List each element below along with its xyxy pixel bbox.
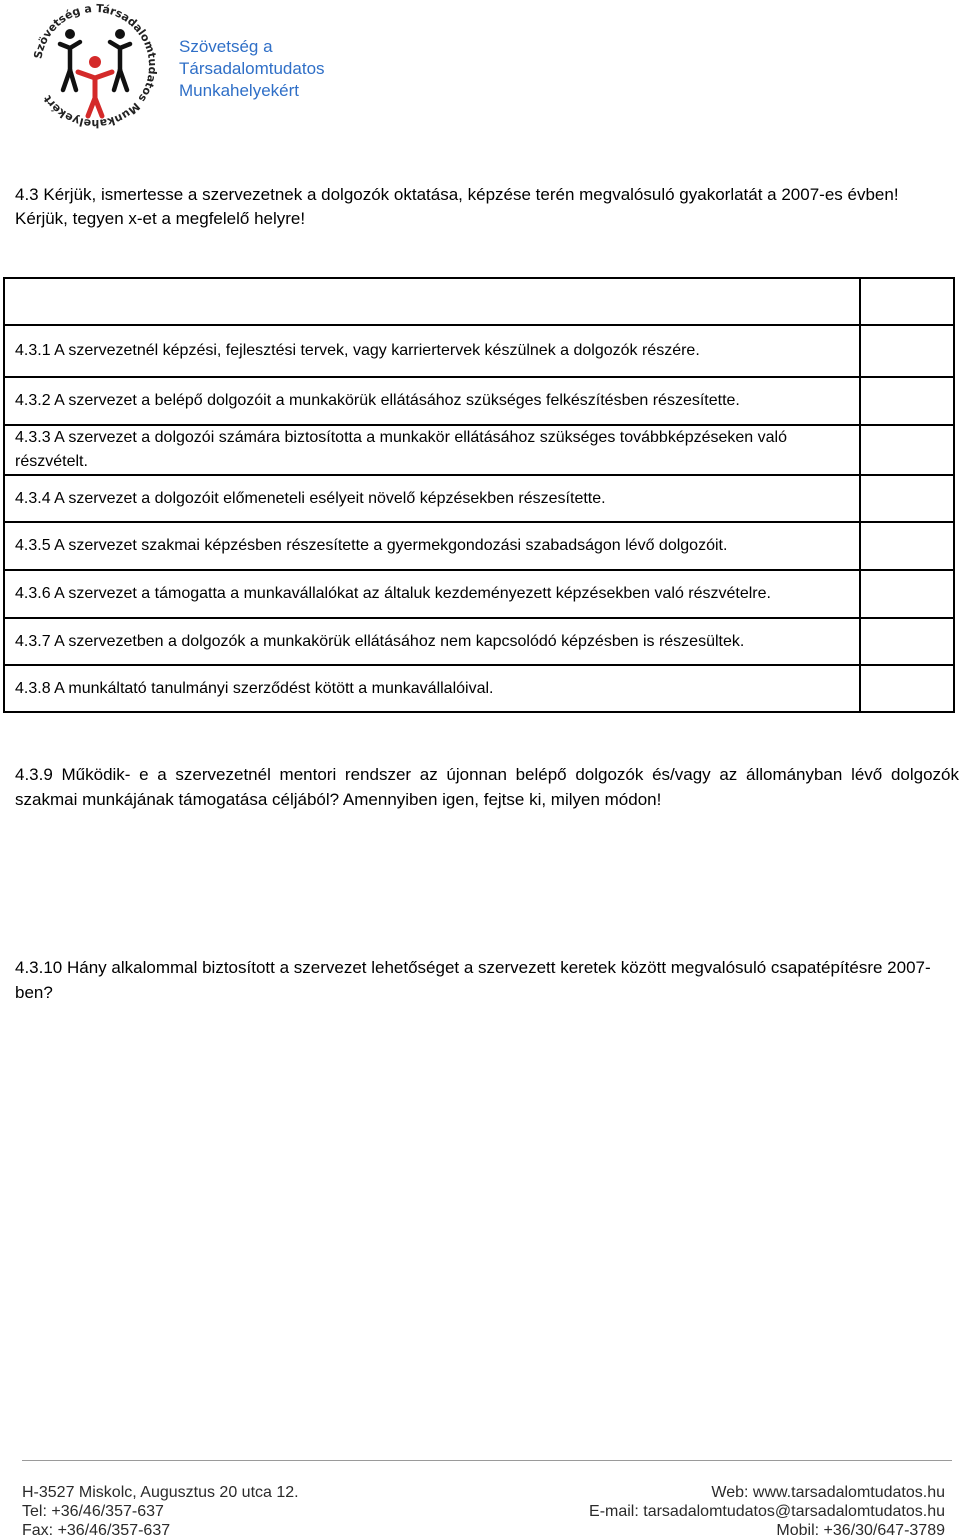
- header-answer-cell: [860, 278, 954, 325]
- questions-table: [3, 277, 955, 713]
- table-row: [4, 475, 954, 522]
- question-4-3-7: 4.3.7 A szervezetben a dolgozók a munkakörük ellátásához nem kapcsolódó képzésben is részesültek.: [4, 618, 860, 665]
- org-name-line-2: Társadalomtudatos: [179, 59, 325, 78]
- header-cell: [4, 278, 860, 325]
- org-name-line-1: Szövetség a: [179, 37, 273, 56]
- svg-text:Szövetség a Társadalomtudatos: Szövetség a Társadalomtudatos Munkahelyekért: [31, 1, 160, 131]
- answer-box-4-3-8[interactable]: [860, 665, 954, 712]
- footer-mobile: Mobil: +36/30/647-3789: [776, 1522, 945, 1539]
- answer-box-4-3-1[interactable]: [860, 325, 954, 377]
- table-header-row: [4, 278, 954, 325]
- question-4-3-6: 4.3.6 A szervezet a támogatta a munkavállalókat az általuk kezdeményezett képzésekben való részvételre.: [4, 570, 860, 618]
- table-row: [4, 618, 954, 665]
- footer-address: H-3527 Miskolc, Augusztus 20 utca 12.: [22, 1484, 299, 1501]
- answer-box-4-3-4[interactable]: [860, 475, 954, 522]
- question-4-3-3: 4.3.3 A szervezet a dolgozói számára biztosította a munkakör ellátásához szükséges továbbképzéseken való részvételt.: [4, 425, 860, 475]
- question-4-3-8: 4.3.8 A munkáltató tanulmányi szerződést kötött a munkavállalóival.: [4, 665, 860, 712]
- question-4-3-1: 4.3.1 A szervezetnél képzési, fejlesztési tervek, vagy karriertervek készülnek a dolgozók részére.: [4, 325, 860, 377]
- organization-name: [179, 36, 325, 102]
- footer-email: E-mail: tarsadalomtudatos@tarsadalomtudatos.hu: [589, 1503, 945, 1520]
- footer-web: Web: www.tarsadalomtudatos.hu: [711, 1484, 945, 1501]
- answer-box-4-3-2[interactable]: [860, 377, 954, 425]
- org-name-line-3: Munkahelyekért: [179, 81, 300, 100]
- table-row: [4, 325, 954, 377]
- question-4-3-2: 4.3.2 A szervezet a belépő dolgozóit a munkakörük ellátásához szükséges felkészítésben részesítette.: [4, 377, 860, 425]
- question-4-3-5: 4.3.5 A szervezet szakmai képzésben részesítette a gyermekgondozási szabadságon lévő dolgozóit.: [4, 522, 860, 570]
- footer-tel: Tel: +36/46/357-637: [22, 1503, 164, 1520]
- intro-line-1: 4.3 Kérjük, ismertesse a szervezetnek a dolgozók oktatása, képzése terén megvalósuló gyakorlatát a 2007-es évben!: [15, 185, 899, 204]
- answer-box-4-3-3[interactable]: [860, 425, 954, 475]
- footer-divider: [22, 1460, 952, 1461]
- people-circle-logo-icon: [30, 0, 160, 132]
- table-row: [4, 377, 954, 425]
- footer-contact-left: [22, 1483, 299, 1540]
- footer-fax: Fax: +36/46/357-637: [22, 1522, 171, 1539]
- answer-box-4-3-7[interactable]: [860, 618, 954, 665]
- table-row: [4, 570, 954, 618]
- footer-contact-right: [589, 1483, 945, 1540]
- question-4-3-10: 4.3.10 Hány alkalommal biztosított a szervezet lehetőséget a szervezett keretek között megvalósuló csapatépítésre 2007-ben?: [15, 958, 931, 1002]
- question-4-3-9: 4.3.9 Működik- e a szervezetnél mentori rendszer az újonnan belépő dolgozók és/vagy az állományban lévő dolgozók szakmai munkájának támogatása céljából? Amennyiben igen, fejtse ki, milyen módon!: [15, 765, 959, 809]
- table-row: [4, 665, 954, 712]
- question-4-3-4: 4.3.4 A szervezet a dolgozóit előmeneteli esélyeit növelő képzésekben részesítette.: [4, 475, 860, 522]
- section-intro: [15, 183, 950, 231]
- answer-box-4-3-6[interactable]: [860, 570, 954, 618]
- answer-box-4-3-5[interactable]: [860, 522, 954, 570]
- intro-line-2: Kérjük, tegyen x-et a megfelelő helyre!: [15, 209, 306, 228]
- table-row: [4, 522, 954, 570]
- table-row: [4, 425, 954, 475]
